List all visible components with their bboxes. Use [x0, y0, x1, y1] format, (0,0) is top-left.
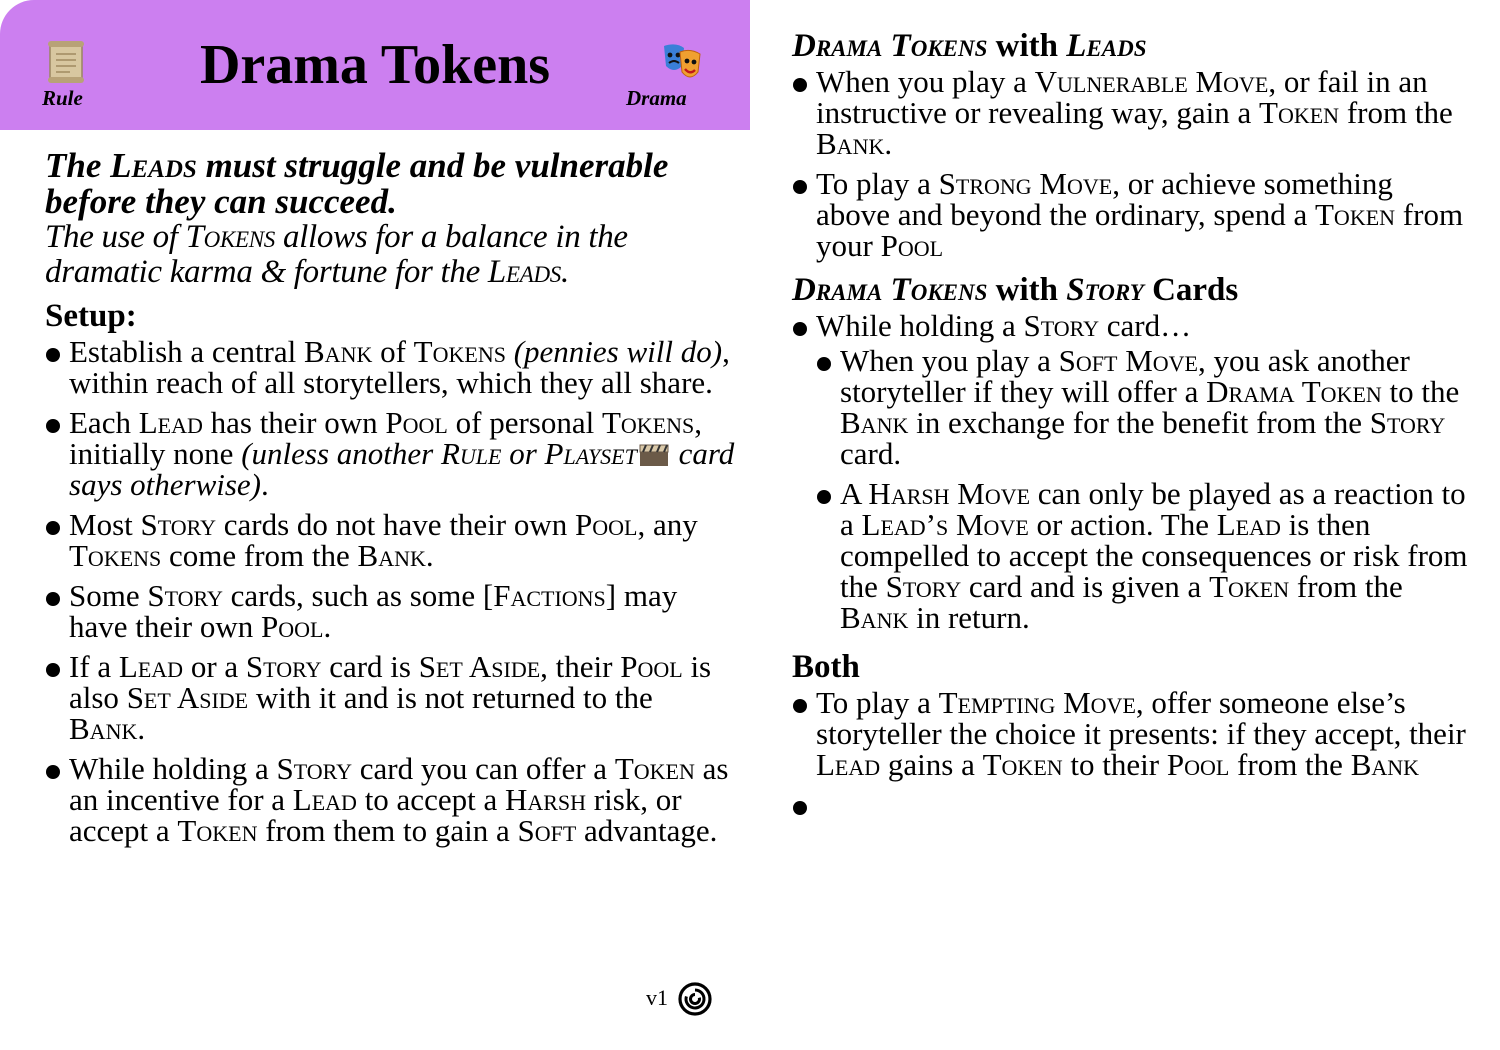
with-story-list: [792, 310, 1472, 633]
list-item: While holding a Story card… When you play a Soft Move, you ask another storyteller if they will offer a Drama Token to the Bank in exchange for the benefit from the Story card. A Harsh Move can only be played as a reaction to a Lead’s Move or action. The Lead is then compelled to accept the consequences or risk from the Story card and is given a Token from the Bank in return.: [792, 310, 1472, 633]
list-item: Some Story cards, such as some [Factions] may have their own Pool.: [45, 580, 735, 642]
left-column: [45, 148, 735, 855]
list-item: While holding a Story card you can offer a Token as an incentive for a Lead to accept a Harsh risk, or accept a Token from them to gain a Soft advantage.: [45, 753, 735, 846]
list-item: When you play a Soft Move, you ask another storyteller if they will offer a Drama Token to the Bank in exchange for the benefit from the Story card.: [816, 345, 1472, 469]
version-label: v1: [646, 985, 668, 1010]
clapperboard-icon: [637, 443, 671, 467]
list-item: Establish a central Bank of Tokens (pennies will do), within reach of all storytellers, which they all share.: [45, 336, 735, 398]
list-item: To play a Strong Move, or achieve something above and beyond the ordinary, spend a Token from your Pool: [792, 168, 1472, 261]
tagline: The Leads must struggle and be vulnerable before they can succeed.: [45, 146, 669, 221]
with-leads-list: [792, 66, 1472, 261]
theater-masks-icon: [660, 42, 704, 84]
both-list: [792, 687, 1472, 820]
spiral-icon: [678, 982, 712, 1016]
with-story-sublist: [816, 345, 1472, 633]
rule-label: Rule: [42, 86, 83, 110]
drama-label: Drama: [626, 86, 687, 110]
with-story-heading: Drama Tokens with Story Cards: [792, 272, 1239, 308]
setup-heading: Setup:: [45, 298, 137, 334]
list-item: If a Lead or a Story card is Set Aside, their Pool is also Set Aside with it and is not returned to the Bank.: [45, 651, 735, 744]
right-column: [792, 26, 1472, 829]
setup-list: [45, 336, 735, 846]
list-item: Each Lead has their own Pool of personal Tokens, initially none (unless another Rule or Playset card says otherwise).: [45, 407, 735, 500]
list-item-empty: [792, 789, 1472, 820]
page-title: Drama Tokens: [199, 34, 551, 96]
list-item: A Harsh Move can only be played as a reaction to a Lead’s Move or action. The Lead is then compelled to accept the consequences or risk from the Story card and is given a Token from the Bank in return.: [816, 478, 1472, 633]
with-leads-heading: Drama Tokens with Leads: [792, 28, 1147, 64]
list-item: To play a Tempting Move, offer someone else’s storyteller the choice it presents: if they accept, their Lead gains a Token to their Pool from the Bank: [792, 687, 1472, 780]
intro-text: The use of Tokens allows for a balance in the dramatic karma & fortune for the Leads.: [45, 219, 628, 290]
both-heading: Both: [792, 649, 860, 685]
list-item: Most Story cards do not have their own Pool, any Tokens come from the Bank.: [45, 509, 735, 571]
list-item: When you play a Vulnerable Move, or fail in an instructive or revealing way, gain a Token from the Bank.: [792, 66, 1472, 159]
